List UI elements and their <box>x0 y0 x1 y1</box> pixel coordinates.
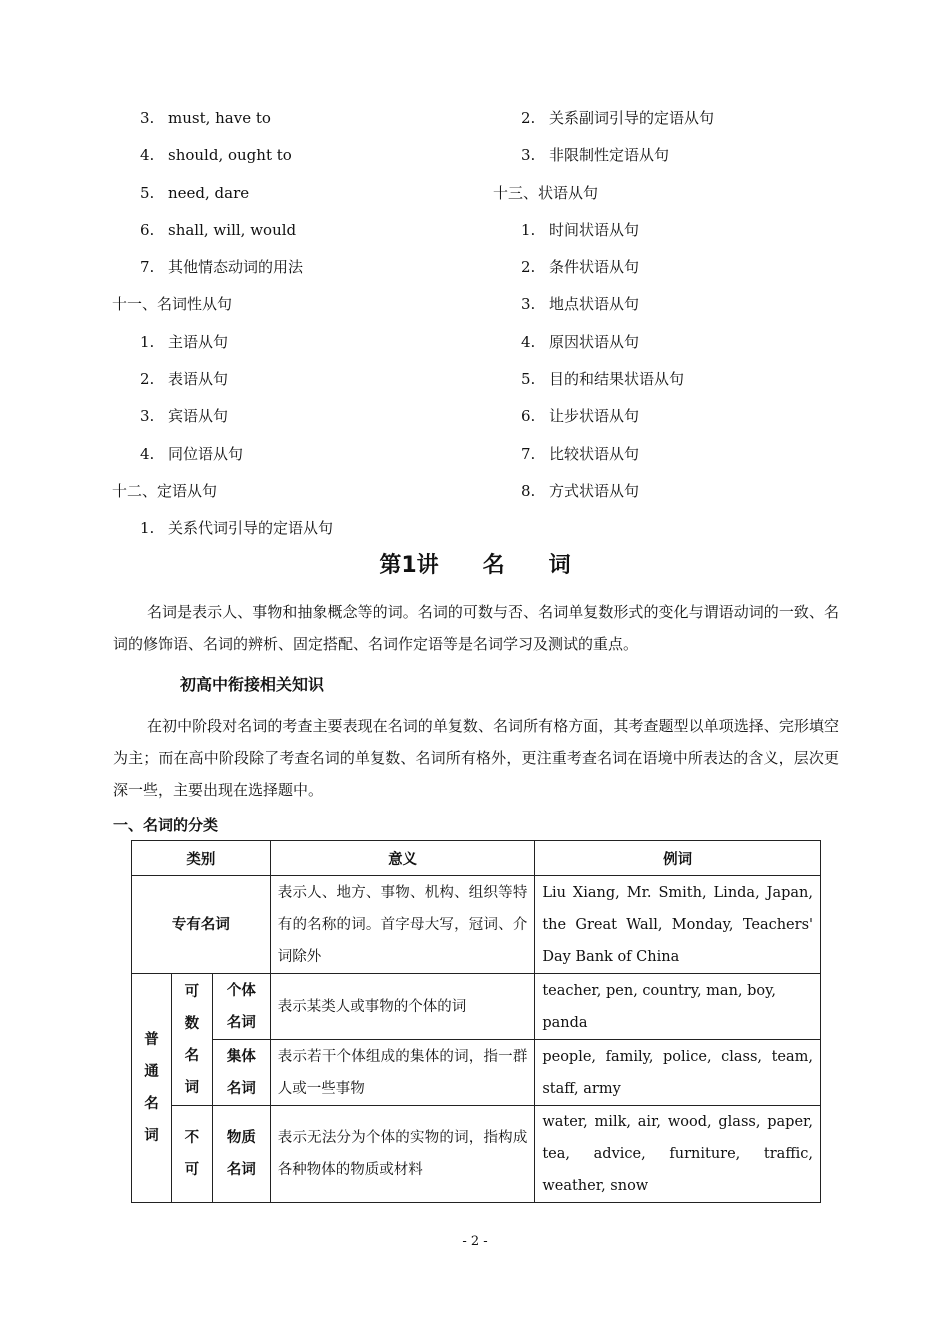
toc-item-number: 4. <box>521 332 536 351</box>
toc-item <box>493 249 853 286</box>
title-part-2: 名 <box>482 553 505 578</box>
toc-item-number: 8. <box>521 481 536 500</box>
toc-item-number: 2. <box>521 109 536 127</box>
section-heading: 一、名词的分类 <box>113 816 219 834</box>
table-row <box>132 1040 821 1106</box>
toc-item-number: 4. <box>140 146 155 165</box>
toc-item-text: 表语从句 <box>168 370 229 389</box>
page-number: - 2 - <box>462 1234 488 1249</box>
toc-item-number: 6. <box>521 407 536 426</box>
label-line: 名词 <box>226 1080 256 1097</box>
uncountable-label-char: 不 <box>184 1130 200 1146</box>
toc-item <box>112 212 492 249</box>
toc-item-number: 5. <box>140 183 155 202</box>
toc-item-number: 2. <box>140 370 155 389</box>
toc-item-text: must, have to <box>168 109 271 127</box>
toc-item-text: 让步状语从句 <box>549 407 640 426</box>
toc-item-number: 7. <box>140 258 155 277</box>
table-row <box>132 876 821 974</box>
collective-noun-label <box>212 1040 270 1106</box>
toc-item-text: need, dare <box>168 183 250 202</box>
title-part-3: 词 <box>548 553 571 578</box>
toc-item <box>112 137 492 174</box>
toc-heading <box>112 286 492 323</box>
toc-item <box>112 398 492 435</box>
individual-noun-label <box>212 974 270 1040</box>
toc-item-number: 6. <box>140 220 155 239</box>
countable-label-char: 词 <box>184 1079 200 1096</box>
toc-item <box>493 212 853 249</box>
header-meaning: 意义 <box>270 841 535 876</box>
toc-item-text: 比较状语从句 <box>549 444 640 463</box>
toc-item-text: 方式状语从句 <box>549 481 640 500</box>
common-label-char: 普 <box>144 1032 159 1048</box>
uncountable-label-char: 可 <box>184 1162 200 1178</box>
toc-item-number: 3. <box>140 407 155 426</box>
intro-paragraph: 名词是表示人、事物和抽象概念等的词。名词的可数与否、名词单复数形式的变化与谓语动词的一致、名词的修饰语、名词的辨析、固定搭配、名词作定语等是名词学习及测试的重点。 <box>113 603 839 653</box>
toc-heading <box>493 175 853 212</box>
collective-noun-meaning: 表示若干个体组成的集体的词，指一群人或一些事物 <box>270 1040 535 1106</box>
toc-item-text: 地点状语从句 <box>549 295 640 314</box>
common-noun-label <box>132 974 172 1203</box>
toc-item <box>112 175 492 212</box>
bridge-subheading: 初高中衔接相关知识 <box>180 675 325 694</box>
bridge-paragraph: 在初中阶段对名词的考查主要表现在名词的单复数、名词所有格方面，其考查题型以单项选择、完形填空为主；而在高中阶段除了考查名词的单复数、名词所有格外，更注重考查名词在语境中所表达的含义，层次更深一些，主要出现在选择题中。 <box>113 717 839 799</box>
toc-item <box>112 510 492 547</box>
proper-noun-meaning: 表示人、地方、事物、机构、组织等特有的名称的词。首字母大写，冠词、介词除外 <box>270 876 535 974</box>
toc-item-number: 1. <box>521 220 536 239</box>
toc-item-text: 主语从句 <box>168 332 229 351</box>
label-line: 名词 <box>226 1014 256 1031</box>
material-noun-examples: water, milk, air, wood, glass, paper, tea, advice, furniture, traffic, weather, snow <box>535 1106 821 1203</box>
proper-noun-examples: Liu Xiang, Mr. Smith, Linda, Japan, the Great Wall, Monday, Teachers' Day Bank of China <box>535 876 821 974</box>
noun-classification-table <box>131 840 821 1203</box>
toc-item-number: 7. <box>521 444 536 463</box>
toc-item-number: 5. <box>521 370 536 389</box>
toc-item-number: 3. <box>140 109 155 127</box>
toc-item-text: 条件状语从句 <box>549 258 640 277</box>
toc-item-number: 3. <box>521 295 536 314</box>
material-noun-label <box>212 1106 270 1203</box>
toc-heading <box>112 473 492 510</box>
common-label-char: 词 <box>144 1128 159 1144</box>
collective-noun-examples: people, family, police, class, team, staff, army <box>535 1040 821 1106</box>
toc-item <box>493 361 853 398</box>
table-row <box>132 1106 821 1203</box>
countable-label-char: 可 <box>184 983 200 1000</box>
toc-item <box>112 361 492 398</box>
countable-noun-label <box>171 974 212 1106</box>
table-row <box>132 974 821 1040</box>
toc-item-text: should, ought to <box>168 146 292 165</box>
common-label-char: 通 <box>144 1064 159 1080</box>
toc-item <box>112 100 492 137</box>
label-line: 个体 <box>226 982 256 999</box>
toc-item-text: 同位语从句 <box>168 444 244 463</box>
toc-left-column <box>112 100 492 548</box>
toc-item-text: 十二、定语从句 <box>112 481 218 500</box>
toc-item-number: 1. <box>140 332 155 351</box>
header-category: 类别 <box>132 841 271 876</box>
toc-item-number: 3. <box>521 146 536 165</box>
label-line: 集体 <box>226 1048 256 1065</box>
toc-item-text: 目的和结果状语从句 <box>549 370 685 389</box>
lecture-title <box>0 548 950 579</box>
toc-item <box>493 398 853 435</box>
toc-item-text: 非限制性定语从句 <box>549 146 670 165</box>
individual-noun-meaning: 表示某类人或事物的个体的词 <box>270 974 535 1040</box>
toc-item <box>493 100 853 137</box>
toc-item <box>112 324 492 361</box>
label-line: 名词 <box>226 1162 256 1178</box>
table-header-row <box>132 841 821 876</box>
countable-label-char: 名 <box>184 1047 200 1064</box>
countable-label-char: 数 <box>184 1015 200 1032</box>
toc-item-number: 2. <box>521 258 536 277</box>
toc-item <box>493 324 853 361</box>
title-part-1: 第1讲 <box>379 553 439 578</box>
header-examples: 例词 <box>535 841 821 876</box>
toc-item <box>112 249 492 286</box>
toc-right-column <box>493 100 853 510</box>
toc-item <box>493 286 853 323</box>
proper-noun-label: 专有名词 <box>132 876 271 974</box>
toc-item-text: 关系代词引导的定语从句 <box>168 519 334 538</box>
toc-item-text: 十三、状语从句 <box>493 183 599 202</box>
toc-item <box>493 436 853 473</box>
toc-item <box>493 473 853 510</box>
label-line: 物质 <box>226 1130 256 1146</box>
toc-item-text: 时间状语从句 <box>549 220 640 239</box>
toc-item-number: 4. <box>140 444 155 463</box>
common-label-char: 名 <box>144 1096 159 1112</box>
material-noun-meaning: 表示无法分为个体的实物的词，指构成各种物体的物质或材料 <box>270 1106 535 1203</box>
uncountable-noun-label <box>171 1106 212 1203</box>
toc-item <box>493 137 853 174</box>
toc-item-number: 1. <box>140 519 155 538</box>
toc-item <box>112 436 492 473</box>
toc-item-text: shall, will, would <box>168 220 297 239</box>
toc-item-text: 关系副词引导的定语从句 <box>549 109 715 127</box>
toc-item-text: 原因状语从句 <box>549 332 640 351</box>
toc-item-text: 宾语从句 <box>168 407 229 426</box>
toc-item-text: 其他情态动词的用法 <box>168 258 304 277</box>
individual-noun-examples: teacher, pen, country, man, boy, panda <box>535 974 821 1040</box>
toc-item-text: 十一、名词性从句 <box>112 295 233 314</box>
